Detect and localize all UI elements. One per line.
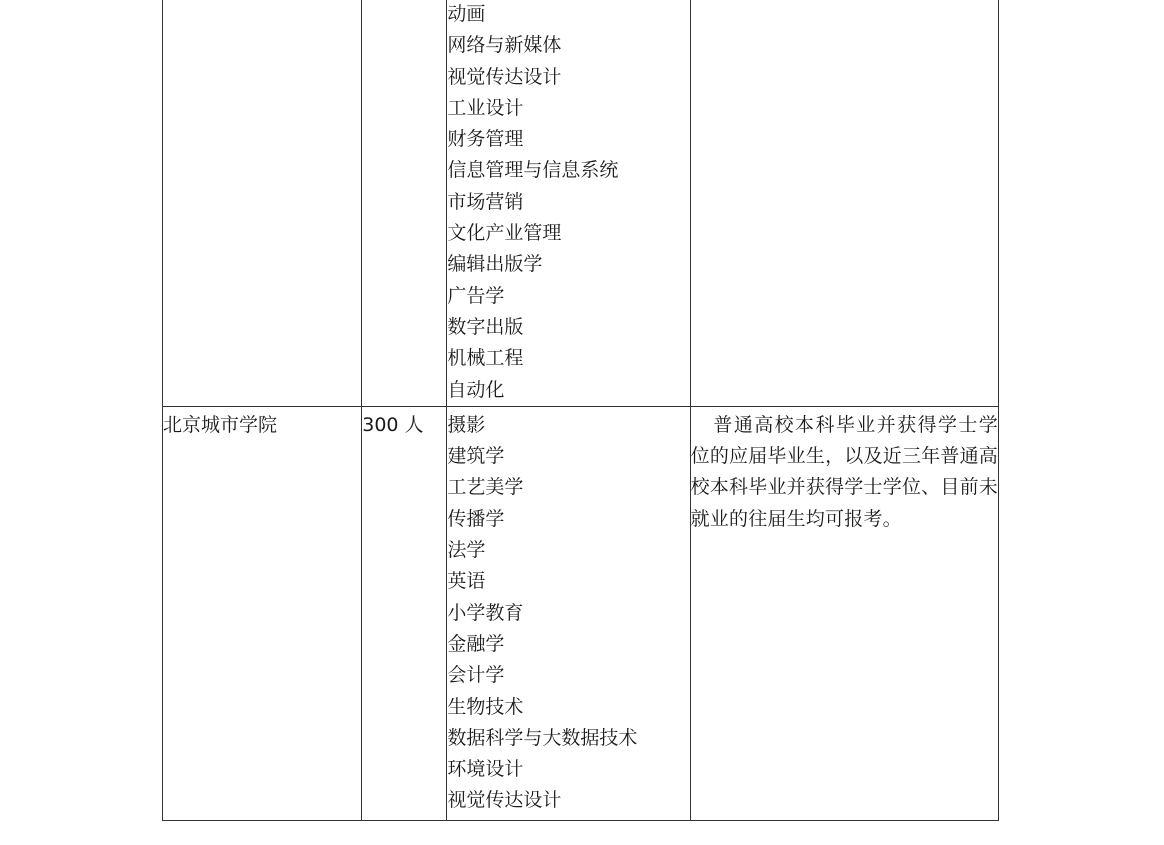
requirement-cell bbox=[690, 0, 998, 406]
major-item: 数字出版 bbox=[447, 315, 524, 338]
major-item: 财务管理 bbox=[447, 128, 524, 151]
major-item: 会计学 bbox=[447, 664, 505, 687]
table-row bbox=[163, 0, 999, 406]
major-item: 法学 bbox=[447, 539, 486, 562]
admission-table bbox=[162, 0, 999, 821]
major-item: 金融学 bbox=[447, 632, 505, 655]
major-item: 摄影 bbox=[447, 413, 486, 436]
major-item: 视觉传达设计 bbox=[447, 65, 562, 88]
requirement-cell bbox=[690, 406, 998, 820]
major-item: 小学教育 bbox=[447, 601, 524, 624]
major-item: 自动化 bbox=[447, 378, 505, 401]
count-cell: 300 人 bbox=[362, 406, 447, 820]
major-item: 机械工程 bbox=[447, 347, 524, 370]
major-item: 生物技术 bbox=[447, 695, 524, 718]
majors-cell bbox=[447, 406, 690, 820]
table-row bbox=[163, 406, 999, 820]
major-item: 工业设计 bbox=[447, 96, 524, 119]
major-item: 信息管理与信息系统 bbox=[447, 159, 619, 182]
major-item: 环境设计 bbox=[447, 758, 524, 781]
major-item: 建筑学 bbox=[447, 445, 505, 468]
school-cell bbox=[163, 0, 362, 406]
major-item: 文化产业管理 bbox=[447, 222, 562, 245]
school-cell: 北京城市学院 bbox=[163, 406, 362, 820]
major-item: 广告学 bbox=[447, 284, 505, 307]
major-item: 动画 bbox=[447, 3, 486, 25]
major-item: 网络与新媒体 bbox=[447, 34, 562, 57]
major-item: 工艺美学 bbox=[447, 476, 524, 499]
majors-cell bbox=[447, 0, 690, 406]
major-list bbox=[447, 410, 689, 817]
major-item: 视觉传达设计 bbox=[447, 789, 562, 812]
major-list bbox=[447, 0, 689, 406]
major-item: 传播学 bbox=[447, 507, 505, 530]
major-item: 数据科学与大数据技术 bbox=[447, 726, 638, 749]
requirement-text: 普通高校本科毕业并获得学士学位的应届毕业生，以及近三年普通高校本科毕业并获得学士学位、目前未就业的往届生均可报考。 bbox=[690, 413, 998, 530]
count-cell bbox=[362, 0, 447, 406]
major-item: 编辑出版学 bbox=[447, 253, 543, 276]
major-item: 英语 bbox=[447, 570, 486, 593]
major-item: 市场营销 bbox=[447, 190, 524, 213]
